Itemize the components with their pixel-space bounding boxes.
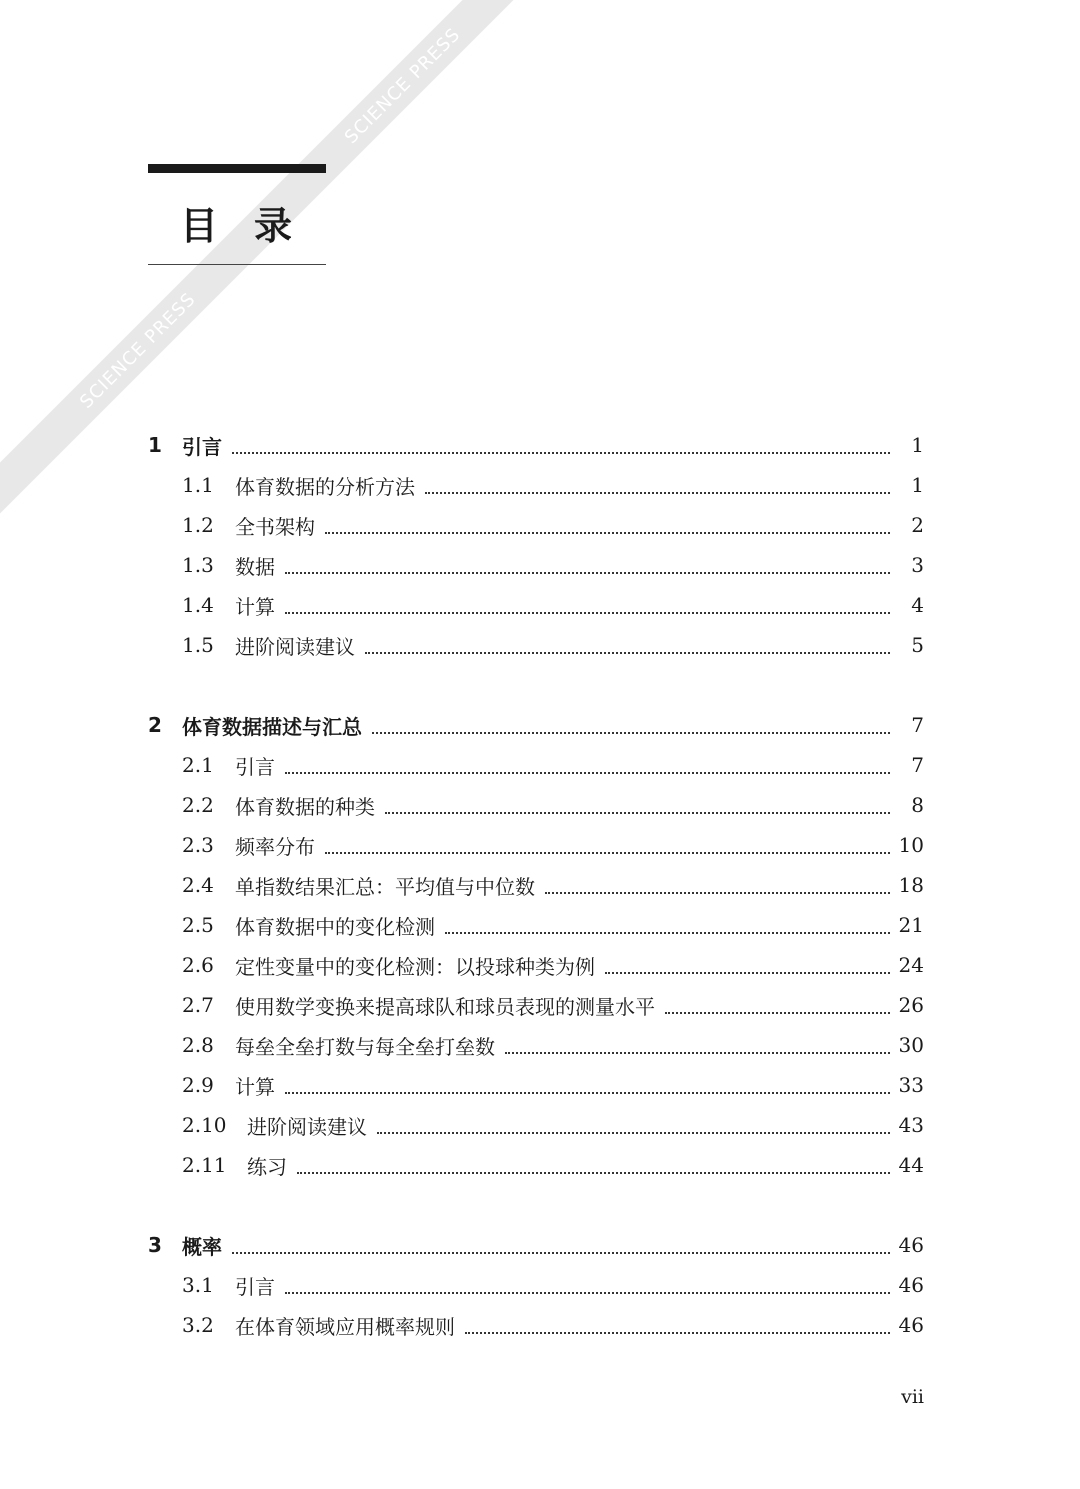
page-number: 46: [898, 1313, 924, 1337]
section-number: 2.11: [182, 1153, 227, 1177]
section-number: 1.4: [182, 593, 214, 617]
dot-leader: [285, 1272, 890, 1294]
toc-section[interactable]: [148, 1305, 924, 1345]
section-number: 2.4: [182, 873, 214, 897]
page-number: 18: [898, 873, 924, 897]
page-heading: [148, 164, 329, 265]
chapter-title: 体育数据描述与汇总: [182, 714, 362, 739]
dot-leader: [285, 1072, 890, 1094]
section-number: 3.2: [182, 1313, 214, 1337]
section-number: 2.5: [182, 913, 214, 937]
dot-leader: [285, 752, 890, 774]
section-title: 体育数据的种类: [235, 794, 375, 819]
section-title: 数据: [235, 554, 275, 579]
chapter-title: 引言: [182, 434, 222, 459]
chapter-title: 概率: [182, 1234, 222, 1259]
section-number: 1.5: [182, 633, 214, 657]
dot-leader: [325, 832, 890, 854]
section-number: 2.8: [182, 1033, 214, 1057]
page-number: 3: [911, 553, 924, 577]
page-number: 8: [911, 793, 924, 817]
page-number: 5: [911, 633, 924, 657]
section-number: 2.6: [182, 953, 214, 977]
section-title: 体育数据的分析方法: [235, 474, 415, 499]
toc-section[interactable]: [148, 1025, 924, 1065]
section-title: 定性变量中的变化检测：以投球种类为例: [235, 954, 595, 979]
watermark-text: SCIENCE PRESS: [340, 23, 465, 148]
section-title: 每垒全垒打数与每全垒打垒数: [235, 1034, 495, 1059]
page-number: 44: [898, 1153, 924, 1177]
section-number: 2.3: [182, 833, 214, 857]
dot-leader: [365, 632, 890, 654]
page-number: 33: [898, 1073, 924, 1097]
chapter-spacer: [148, 1185, 924, 1225]
dot-leader: [372, 712, 890, 734]
folio-page-number: vii: [901, 1386, 924, 1408]
section-number: 2.10: [182, 1113, 227, 1137]
toc-section[interactable]: [148, 465, 924, 505]
section-number: 2.2: [182, 793, 214, 817]
page-number: 10: [898, 833, 924, 857]
watermark-text: SCIENCE PRESS: [75, 288, 200, 413]
toc-section[interactable]: [148, 1065, 924, 1105]
section-title: 计算: [235, 594, 275, 619]
toc-chapter-1[interactable]: [148, 425, 924, 465]
page-number: 24: [898, 953, 924, 977]
toc-section[interactable]: [148, 825, 924, 865]
section-number: 2.9: [182, 1073, 214, 1097]
page-number: 1: [911, 433, 924, 457]
toc-section[interactable]: [148, 585, 924, 625]
dot-leader: [325, 512, 890, 534]
dot-leader: [285, 592, 890, 614]
dot-leader: [297, 1152, 890, 1174]
toc-chapter-3[interactable]: [148, 1225, 924, 1265]
section-number: 1.2: [182, 513, 214, 537]
chapter-number: 3: [148, 1233, 162, 1257]
dot-leader: [232, 432, 890, 454]
page-number: 4: [911, 593, 924, 617]
section-title: 计算: [235, 1074, 275, 1099]
toc-section[interactable]: [148, 1105, 924, 1145]
section-number: 2.1: [182, 753, 214, 777]
page-number: 7: [911, 713, 924, 737]
section-title: 练习: [247, 1154, 287, 1179]
dot-leader: [545, 872, 890, 894]
dot-leader: [377, 1112, 890, 1134]
dot-leader: [425, 472, 890, 494]
toc-section[interactable]: [148, 625, 924, 665]
page-number: 7: [911, 753, 924, 777]
chapter-number: 2: [148, 713, 162, 737]
dot-leader: [465, 1312, 890, 1334]
page-number: 46: [898, 1273, 924, 1297]
page-number: 26: [898, 993, 924, 1017]
toc-section[interactable]: [148, 1265, 924, 1305]
page-number: 2: [911, 513, 924, 537]
section-number: 2.7: [182, 993, 214, 1017]
toc-section[interactable]: [148, 985, 924, 1025]
section-title: 进阶阅读建议: [247, 1114, 367, 1139]
section-title: 引言: [235, 754, 275, 779]
toc-section[interactable]: [148, 745, 924, 785]
toc-section[interactable]: [148, 505, 924, 545]
section-title: 单指数结果汇总：平均值与中位数: [235, 874, 535, 899]
toc-section[interactable]: [148, 1145, 924, 1185]
chapter-number: 1: [148, 433, 162, 457]
dot-leader: [505, 1032, 890, 1054]
section-title: 全书架构: [235, 514, 315, 539]
page-number: 30: [898, 1033, 924, 1057]
section-title: 进阶阅读建议: [235, 634, 355, 659]
section-number: 3.1: [182, 1273, 214, 1297]
toc-section[interactable]: [148, 905, 924, 945]
section-number: 1.3: [182, 553, 214, 577]
dot-leader: [665, 992, 890, 1014]
toc-section[interactable]: [148, 545, 924, 585]
heading-rule-thin: [148, 264, 326, 265]
toc-section[interactable]: [148, 865, 924, 905]
page-title: 目录: [180, 204, 329, 248]
section-title: 引言: [235, 1274, 275, 1299]
page-number: 21: [898, 913, 924, 937]
table-of-contents: [148, 425, 924, 1345]
section-title: 在体育领域应用概率规则: [235, 1314, 455, 1339]
toc-section[interactable]: [148, 785, 924, 825]
section-number: 1.1: [182, 473, 214, 497]
heading-rule-thick: [148, 164, 326, 173]
page-number: 1: [911, 473, 924, 497]
dot-leader: [385, 792, 890, 814]
dot-leader: [232, 1232, 890, 1254]
section-title: 使用数学变换来提高球队和球员表现的测量水平: [235, 994, 655, 1019]
toc-section[interactable]: [148, 945, 924, 985]
page-number: 43: [898, 1113, 924, 1137]
chapter-spacer: [148, 665, 924, 705]
section-title: 体育数据中的变化检测: [235, 914, 435, 939]
toc-chapter-2[interactable]: [148, 705, 924, 745]
dot-leader: [605, 952, 890, 974]
section-title: 频率分布: [235, 834, 315, 859]
dot-leader: [285, 552, 890, 574]
page-number: 46: [898, 1233, 924, 1257]
dot-leader: [445, 912, 890, 934]
